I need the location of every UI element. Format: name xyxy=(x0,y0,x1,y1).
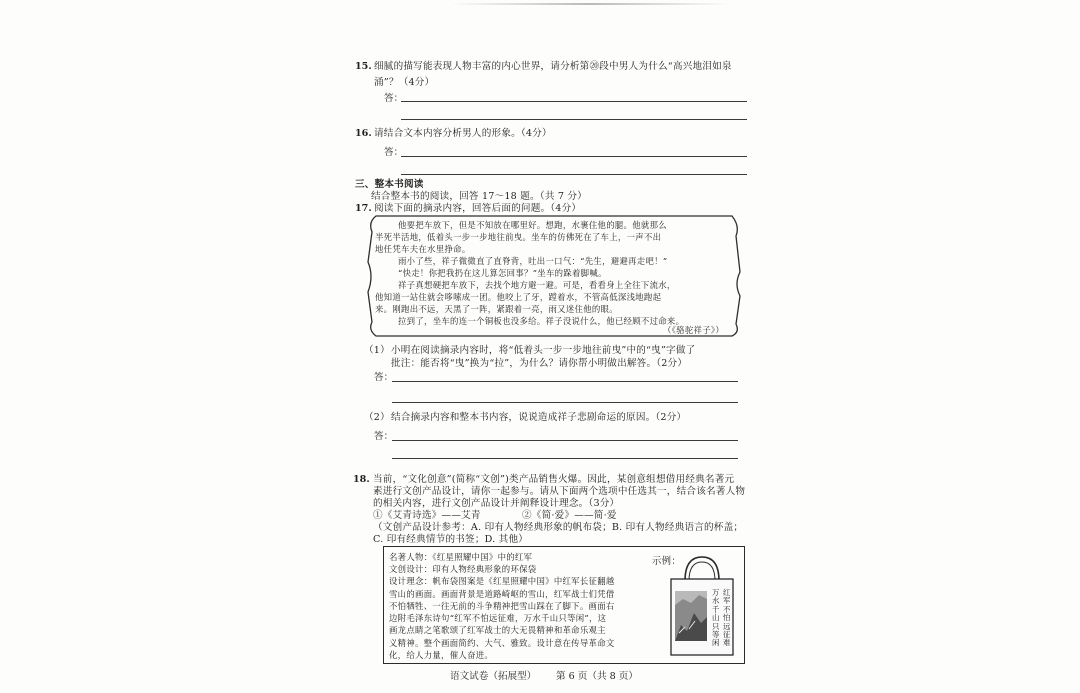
example-line-6: 边附毛泽东诗句“红军不怕远征难，万水千山只等闲”，这 xyxy=(389,613,607,623)
example-line-4: 雪山的画面。画面背景是道路崎岖的雪山，红军战士们凭借 xyxy=(389,589,615,599)
footer-paper-name: 语文试卷（拓展型） xyxy=(450,671,537,682)
example-line-3: 设计理念：帆布袋图案是《红星照耀中国》中红军长征翻越 xyxy=(389,576,615,586)
example-line-7: 画龙点睛之笔歌颂了红军战士的大无畏精神和革命乐观主 xyxy=(389,625,606,635)
q17-sub1-line2: 批注：能否将“曳”换为“拉”，为什么？请你帮小明做出解答。（2分） xyxy=(391,358,688,369)
q16-answer-line-2[interactable] xyxy=(401,174,747,175)
q17-sub2-answer-line-2[interactable] xyxy=(392,458,738,459)
q17-sub1-answer-label: 答： xyxy=(374,372,394,383)
q17-sub2-text: 结合摘录内容和整本书内容，说说造成祥子悲剧命运的原因。（2分） xyxy=(391,412,687,423)
excerpt-line-9: 拉到了，坐车的连一个铜板也没多给。祥子没说什么，他已经顾不过命来。 xyxy=(398,316,685,326)
q18-text-line2: 素进行文创产品设计，请你一起参与。请从下面两个选项中任选其一，结合该名著人物 xyxy=(373,486,746,497)
q15-answer-line-2[interactable] xyxy=(401,119,747,120)
bag-poem-col2: 万水千山只等闲 xyxy=(712,588,720,648)
q18-reference-line1: （文创产品设计参考：A. 印有人物经典形象的帆布袋；B. 印有人物经典语言的杯盖； xyxy=(373,522,744,533)
section3-heading: 三、整本书阅读 xyxy=(355,179,424,190)
example-line-2: 文创设计：印有人物经典形象的环保袋 xyxy=(389,564,537,574)
q16-number: 16. xyxy=(355,128,372,139)
q18-text-line1: 当前，“文化创意”(简称“文创”)类产品销售火爆。因此，某创意组想借用经典名著元 xyxy=(373,474,735,485)
q16-answer-label: 答： xyxy=(384,147,404,158)
q18-number: 18. xyxy=(353,474,370,485)
excerpt-line-4: 雨小了些，祥子微微直了直脊背，吐出一口气：“先生，避避再走吧！” xyxy=(398,256,668,266)
q18-reference-line2: C. 印有经典情节的书签；D. 其他） xyxy=(373,534,529,545)
bag-poem-col1: 红军不怕远征难 xyxy=(723,588,731,648)
q15-answer-label: 答： xyxy=(384,93,404,104)
example-line-8: 义精神。整个画面简约、大气、雅致。设计意在传导革命文 xyxy=(389,638,615,648)
q17-sub2-label: （2） xyxy=(364,412,390,423)
q15-text-line2: 涌”？（4分） xyxy=(374,77,435,88)
example-line-1: 名著人物：《红星照耀中国》中的红军 xyxy=(389,552,533,562)
excerpt-line-8: 来。刚跑出不远，天黑了一阵，紧跟着一亮，雨又迷住他的眼。 xyxy=(375,304,618,314)
q16-answer-line-1[interactable] xyxy=(401,156,747,157)
q16-text: 请结合文本内容分析男人的形象。（4分） xyxy=(374,128,552,139)
example-design-box xyxy=(383,546,745,664)
q15-answer-line-1[interactable] xyxy=(401,101,747,102)
q17-sub1-label: （1） xyxy=(364,345,390,356)
excerpt-line-7: 他知道一站住就会哆嗦成一团。他咬上了牙，蹚着水，不管高低深浅地跑起 xyxy=(375,292,662,302)
q18-option-2: ②《简·爱》——简·爱 xyxy=(522,510,617,521)
q17-sub1-answer-line-1[interactable] xyxy=(392,381,738,382)
page-top-edge xyxy=(450,3,730,5)
excerpt-line-5: “快走！你把我扔在这儿算怎回事？”坐车的跺着脚喊。 xyxy=(398,268,607,278)
footer-page-number: 第 6 页（共 8 页） xyxy=(556,671,638,682)
q15-text-line1: 细腻的描写能表现人物丰富的内心世界，请分析第⑳段中男人为什么“高兴地泪如泉 xyxy=(374,61,732,72)
q18-option-1: ①《艾青诗选》——艾青 xyxy=(373,510,481,521)
q18-text-line3: 的相关内容，进行文创产品设计并阐释设计理念。（3分） xyxy=(373,498,620,509)
excerpt-line-1: 他要把车放下，但是不知放在哪里好。想跑，水裹住他的腿。他就那么 xyxy=(398,220,667,230)
section3-intro: 结合整本书的阅读，回答 17～18 题。（共 7 分） xyxy=(371,191,588,202)
q15-number: 15. xyxy=(355,61,372,72)
q17-sub2-answer-line-1[interactable] xyxy=(392,440,738,441)
q17-sub1-answer-line-2[interactable] xyxy=(392,402,738,403)
excerpt-line-3: 地任凭车夫在水里挣命。 xyxy=(375,244,471,254)
excerpt-line-2: 半死半活地，低着头一步一步地往前曳。坐车的仿佛死在了车上，一声不出 xyxy=(375,232,662,242)
excerpt-line-6: 祥子真想硬把车放下，去找个地方避一避。可是，看看身上全往下流水， xyxy=(398,280,676,290)
example-line-5: 不怕牺牲、一往无前的斗争精神把雪山踩在了脚下。画面右 xyxy=(389,601,615,611)
q17-number: 17. xyxy=(355,203,372,214)
example-line-9: 化，给人力量，催人奋进。 xyxy=(389,650,494,660)
excerpt-source: （《骆驼祥子》） xyxy=(663,325,725,335)
q17-sub1-line1: 小明在阅读摘录内容时，将“低着头一步一步地往前曳”中的“曳”字做了 xyxy=(391,345,696,356)
example-label: 示例： xyxy=(652,556,682,567)
q17-sub2-answer-label: 答： xyxy=(374,431,394,442)
q17-text: 阅读下面的摘录内容，回答后面的问题。（4分） xyxy=(374,203,582,214)
